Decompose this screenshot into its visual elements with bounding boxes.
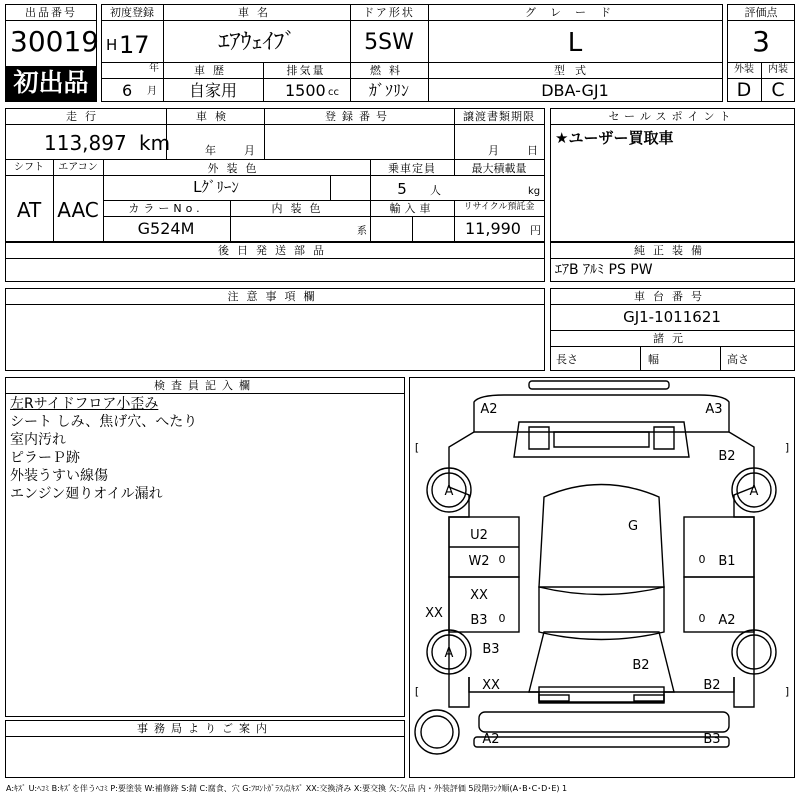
mark-b3-rear: B3 bbox=[482, 642, 500, 657]
fuel-header: 燃料 bbox=[370, 64, 408, 77]
mileage-header: 走行 bbox=[66, 110, 104, 123]
grade-value: L bbox=[567, 28, 583, 58]
mark-a2-right: A2 bbox=[718, 613, 736, 628]
int-score-header: 内装 bbox=[768, 64, 788, 75]
inspector-note: シート しみ、焦げ穴、へたり bbox=[10, 414, 198, 430]
sales-point-value: ★ユーザー買取車 bbox=[555, 129, 674, 147]
shift-header: シフト bbox=[14, 162, 44, 173]
inspector-note: 室内汚れ bbox=[10, 432, 66, 448]
mark-w2: W2 bbox=[468, 554, 490, 569]
mark-b2-right-front: B2 bbox=[718, 449, 736, 464]
equipment-header: 純正装備 bbox=[634, 244, 710, 257]
mark-a2-top: A2 bbox=[480, 402, 498, 417]
ext-color-header: 外装色 bbox=[207, 162, 265, 175]
model-header: 型式 bbox=[554, 64, 596, 77]
spec-length: 長さ bbox=[556, 353, 578, 366]
inspection-month-unit: 月 bbox=[244, 144, 255, 157]
int-color-unit: 系 bbox=[357, 226, 367, 237]
color-no-header: カラーNo. bbox=[128, 202, 204, 215]
sales-point-header: セールスポイント bbox=[608, 110, 736, 123]
car-diagram bbox=[409, 377, 795, 778]
inspector-note: ピラーＰ跡 bbox=[10, 450, 80, 466]
ext-color-value: Lｸﾞﾘｰﾝ bbox=[193, 178, 239, 196]
inspector-note: 左Rサイドフロア小歪み bbox=[10, 396, 159, 412]
lot-number: 30019 bbox=[10, 25, 100, 58]
door-header: ドア形状 bbox=[363, 6, 415, 19]
zero-marker: 0 bbox=[498, 553, 506, 566]
inspector-note: エンジン廻りオイル漏れ bbox=[10, 486, 163, 502]
reg-no-header: 登録番号 bbox=[325, 110, 393, 123]
chassis-header: 車台番号 bbox=[634, 290, 710, 303]
inspection-header: 車検 bbox=[196, 110, 234, 123]
chassis-value: GJ1-1011621 bbox=[623, 308, 721, 326]
mark-b3-mid: B3 bbox=[470, 613, 488, 628]
first-reg-year: 17 bbox=[119, 31, 150, 59]
capacity-header: 乗車定員 bbox=[388, 162, 436, 175]
model-value: DBA-GJ1 bbox=[541, 81, 609, 100]
displacement-value: 1500 bbox=[285, 81, 326, 100]
zero-marker: 0 bbox=[498, 612, 506, 625]
displacement-header: 排気量 bbox=[286, 64, 326, 77]
grade-header: グレード bbox=[525, 6, 625, 19]
legend-text: A:ｷｽﾞ U:ﾍｺﾐ B:ｷｽﾞを伴うﾍｺﾐ P:要塗装 W:補修跡 S:錆 C:腐食、穴 G:ﾌﾛﾝﾄｶﾞﾗｽ点ｷｽﾞ XX:交換済み X:要交換 欠:欠品 内・外装評価 5段階ﾗﾝｸ順(A･B･C･D･E) 1 bbox=[6, 784, 568, 793]
mark-a-left-front: A bbox=[444, 484, 454, 499]
history-header: 車歴 bbox=[194, 64, 232, 77]
mark-a-right-front: A bbox=[749, 484, 759, 499]
first-reg-month: 6 bbox=[122, 81, 133, 100]
bracket-left: [ bbox=[414, 441, 420, 454]
bracket-left: [ bbox=[414, 685, 420, 698]
inspection-year-unit: 年 bbox=[205, 144, 216, 157]
max-load-unit: kg bbox=[528, 186, 541, 197]
mark-xx-mid: XX bbox=[470, 588, 488, 603]
bracket-right: ] bbox=[784, 441, 790, 454]
displacement-unit: cc bbox=[328, 87, 339, 98]
mileage-unit: km bbox=[139, 131, 171, 155]
mark-g: G bbox=[627, 519, 639, 534]
aircon-header: エアコン bbox=[58, 162, 98, 173]
color-no-value: G524M bbox=[137, 219, 195, 238]
mark-xx-rear: XX bbox=[482, 678, 500, 693]
zero-marker: 0 bbox=[698, 612, 706, 625]
mark-a2-bottom: A2 bbox=[482, 732, 500, 747]
office-header: 事務局よりご案内 bbox=[137, 722, 273, 735]
score-header: 評価点 bbox=[744, 6, 778, 19]
mark-b2-right-rear: B2 bbox=[703, 678, 721, 693]
spec-height: 高さ bbox=[727, 353, 749, 366]
mark-b2-rear: B2 bbox=[632, 658, 650, 673]
inspector-header: 検査員記入欄 bbox=[154, 379, 256, 392]
caution-header: 注意事項欄 bbox=[227, 290, 323, 303]
later-parts-header: 後日発送部品 bbox=[218, 244, 332, 257]
capacity-value: 5 bbox=[397, 180, 407, 198]
int-score-value: C bbox=[771, 79, 785, 101]
recycle-value: 11,990 bbox=[465, 219, 521, 238]
transfer-header: 譲渡書類期限 bbox=[463, 110, 535, 123]
first-reg-era: H bbox=[106, 36, 118, 54]
lot-header: 出品番号 bbox=[25, 6, 77, 19]
transfer-month-unit: 月 bbox=[488, 144, 499, 157]
door-type: 5SW bbox=[364, 30, 414, 55]
first-reg-year-unit: 年 bbox=[149, 63, 159, 74]
mark-xx-left: XX bbox=[425, 606, 443, 621]
equipment-value: ｴｱB ｱﾙﾐ PS PW bbox=[555, 262, 653, 278]
recycle-unit: 円 bbox=[530, 224, 541, 237]
mark-b1: B1 bbox=[718, 554, 736, 569]
score-value: 3 bbox=[752, 25, 770, 58]
mileage-value: 113,897 bbox=[44, 131, 127, 155]
fuel-value: ｶﾞｿﾘﾝ bbox=[368, 81, 410, 100]
zero-marker: 0 bbox=[698, 553, 706, 566]
first-listing-label: 初出品 bbox=[13, 68, 89, 97]
history-value: 自家用 bbox=[188, 81, 238, 100]
transfer-day-unit: 日 bbox=[527, 144, 538, 157]
bracket-right: ] bbox=[784, 685, 790, 698]
first-reg-header: 初度登録 bbox=[110, 6, 154, 19]
aircon-value: AAC bbox=[57, 198, 99, 222]
specs-header: 諸元 bbox=[653, 332, 691, 345]
import-header: 輸入車 bbox=[389, 202, 435, 215]
mark-a-left-rear: A bbox=[444, 646, 454, 661]
int-color-header: 内装色 bbox=[271, 202, 329, 215]
max-load-header: 最大積載量 bbox=[471, 162, 527, 175]
mark-u2: U2 bbox=[470, 528, 488, 543]
car-name-header: 車名 bbox=[238, 6, 276, 19]
inspector-note: 外装うすい線傷 bbox=[10, 468, 108, 484]
recycle-header: リサイクル預託金 bbox=[463, 202, 535, 212]
ext-score-value: D bbox=[736, 79, 752, 101]
ext-score-header: 外装 bbox=[734, 64, 754, 75]
spec-width: 幅 bbox=[648, 353, 659, 366]
car-name: ｴｱｳｪｲﾌﾞ bbox=[218, 30, 296, 55]
mark-a3-top: A3 bbox=[705, 402, 723, 417]
first-reg-month-unit: 月 bbox=[147, 86, 157, 97]
mark-b3-bottom: B3 bbox=[703, 732, 721, 747]
shift-value: AT bbox=[16, 198, 42, 222]
capacity-unit: 人 bbox=[430, 184, 441, 197]
